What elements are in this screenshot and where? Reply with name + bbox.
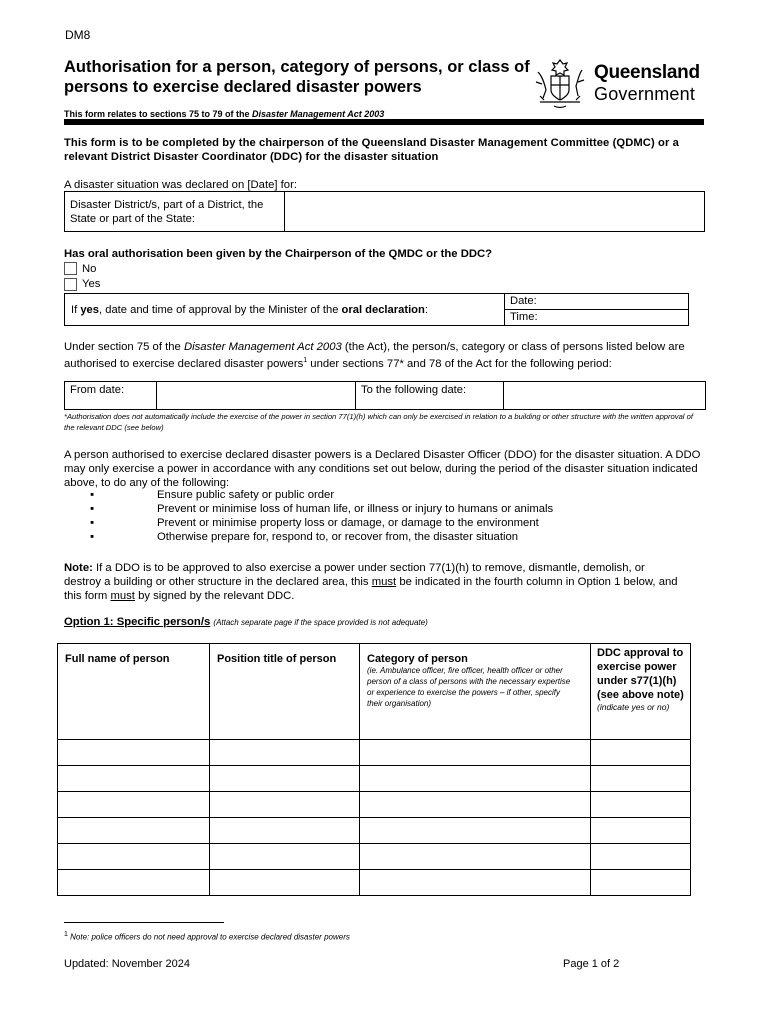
to-date-field[interactable] <box>504 382 706 410</box>
coat-of-arms-icon <box>530 52 590 110</box>
from-date-label: From date: <box>65 382 157 410</box>
name-cell[interactable] <box>58 792 210 818</box>
time-field[interactable]: Time: <box>505 310 689 326</box>
footnote-rule <box>64 922 224 923</box>
table-row <box>58 740 691 766</box>
note-paragraph: Note: If a DDO is to be approved to also exercise a power under section 77(1)(h) to remove, dismantle, demolish, or destroy a building or other structure in the declared area, this must be indicated in the fourth column in Option 1 below, and this form must by signed by the relevant DDC. <box>64 562 678 602</box>
page-number: Page 1 of 2 <box>563 958 620 970</box>
name-cell[interactable] <box>58 740 210 766</box>
table-row <box>58 818 691 844</box>
table-row <box>58 766 691 792</box>
approval-label: If yes, date and time of approval by the Minister of the oral declaration: <box>65 294 505 326</box>
name-cell[interactable] <box>58 766 210 792</box>
category-cell[interactable] <box>360 818 591 844</box>
col-position-title: Position title of person <box>210 644 360 740</box>
district-field[interactable] <box>285 192 705 232</box>
logo-text-queensland: Queensland <box>594 62 700 83</box>
approval-cell[interactable] <box>591 740 691 766</box>
ddo-paragraph: A person authorised to exercise declared disaster powers is a Declared Disaster Officer (DDO) for the disaster situation. A DDO may only exercise a power in accordance with any conditions set out below, during the period of the disaster situation indicated above, to do any of the following: <box>64 449 701 489</box>
approval-cell[interactable] <box>591 870 691 896</box>
oral-question: Has oral authorisation been given by the Chairperson of the QMDC or the DDC? <box>64 248 493 260</box>
position-cell[interactable] <box>210 870 360 896</box>
district-label: Disaster District/s, part of a District, the State or part of the State: <box>65 192 285 232</box>
section75-text: Under section 75 of the Disaster Management Act 2003 (the Act), the person/s, category or class of persons listed below are authorised to exercise declared disaster powers$^1$ under sections 77* and 78 of the Act for the following period: <box>64 341 685 370</box>
approval-cell[interactable] <box>591 844 691 870</box>
col-full-name: Full name of person <box>58 644 210 740</box>
position-cell[interactable] <box>210 740 360 766</box>
col-category: Category of person (ie. Ambulance officer, fire officer, health officer or other person of a class of persons with the necessary expertise or experience to exercise the powers – if other, specify their organisation) <box>360 644 591 740</box>
table-row <box>58 844 691 870</box>
no-checkbox[interactable] <box>64 262 77 275</box>
form-code: DM8 <box>65 28 91 42</box>
name-cell[interactable] <box>58 870 210 896</box>
date-field[interactable]: Date: <box>505 294 689 310</box>
yes-label: Yes <box>82 278 101 290</box>
name-cell[interactable] <box>58 818 210 844</box>
table-row <box>58 792 691 818</box>
category-cell[interactable] <box>360 844 591 870</box>
category-cell[interactable] <box>360 766 591 792</box>
category-cell[interactable] <box>360 792 591 818</box>
form-subtitle: This form relates to sections 75 to 79 of the Disaster Management Act 2003 <box>64 109 385 119</box>
approval-cell[interactable] <box>591 792 691 818</box>
option1-table <box>57 643 691 896</box>
yes-checkbox[interactable] <box>64 278 77 291</box>
to-date-label: To the following date: <box>356 382 504 410</box>
approval-table <box>64 293 689 326</box>
table-row <box>58 870 691 896</box>
position-cell[interactable] <box>210 766 360 792</box>
district-table <box>64 191 705 232</box>
approval-cell[interactable] <box>591 766 691 792</box>
queensland-government-logo <box>530 52 705 112</box>
category-cell[interactable] <box>360 870 591 896</box>
position-cell[interactable] <box>210 844 360 870</box>
footnote: $^1$ Note: police officers do not need approval to exercise declared disaster powers <box>64 931 350 942</box>
category-cell[interactable] <box>360 740 591 766</box>
period-table <box>64 381 706 410</box>
declared-line: A disaster situation was declared on [Date] for: <box>64 179 297 191</box>
header-rule <box>64 119 704 125</box>
from-date-field[interactable] <box>157 382 356 410</box>
name-cell[interactable] <box>58 844 210 870</box>
position-cell[interactable] <box>210 818 360 844</box>
col-ddc-approval: DDC approval to exercise power under s77(1)(h) (see above note) (indicate yes or no) <box>591 644 691 740</box>
approval-cell[interactable] <box>591 818 691 844</box>
intro-text: This form is to be completed by the chairperson of the Queensland Disaster Management Committee (QDMC) or a relevant District Disaster Coordinator (DDC) for the disaster situation <box>64 137 679 163</box>
option1-heading: Option 1: Specific person/s (Attach separate page if the space provided is not adequate) <box>64 616 428 628</box>
position-cell[interactable] <box>210 792 360 818</box>
page-title: Authorisation for a person, category of persons, or class of persons to exercise declared disaster powers <box>64 58 530 96</box>
updated-date: Updated: November 2024 <box>64 958 190 970</box>
no-label: No <box>82 263 97 275</box>
logo-text-government: Government <box>594 84 696 104</box>
asterisk-note: *Authorisation does not automatically include the exercise of the power in section 77(1)(h) which can only be exercised in relation to a building or other structure with the written approval of the relevant DDC (see below) <box>64 412 693 432</box>
